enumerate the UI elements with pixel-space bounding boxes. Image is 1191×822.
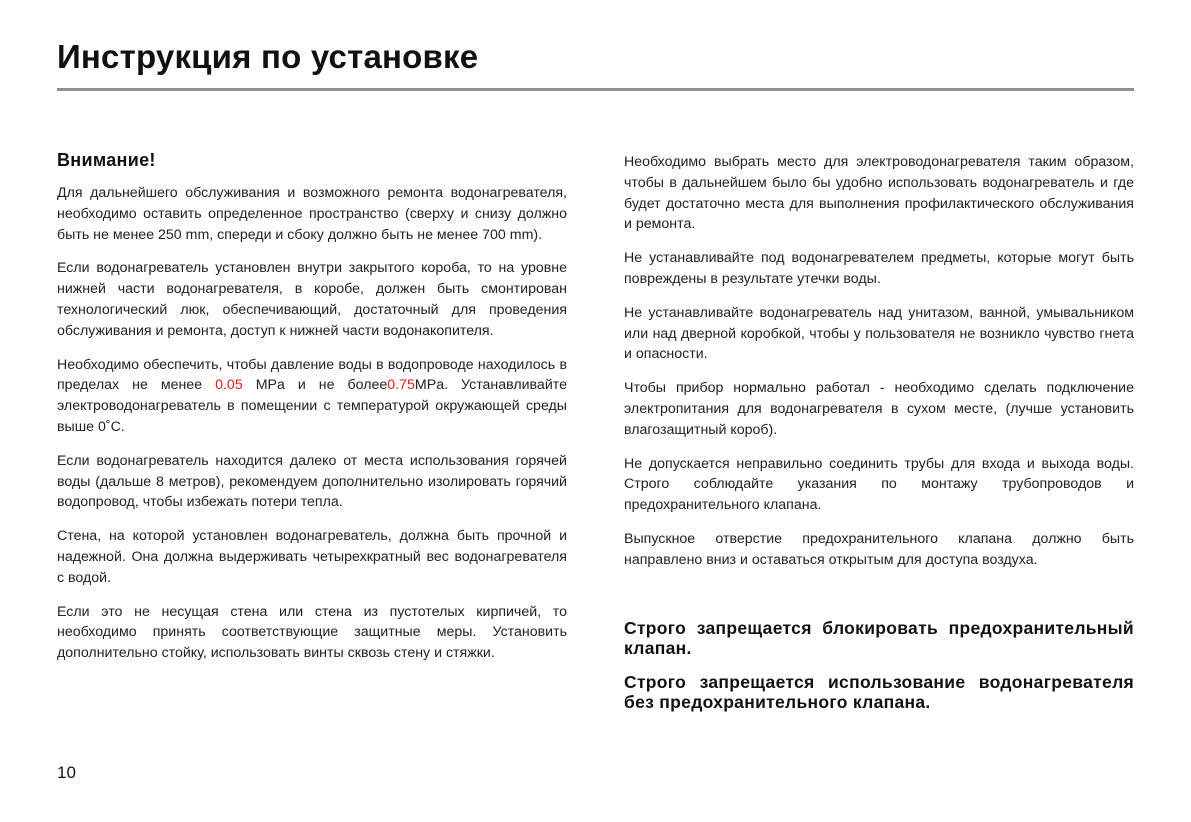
paragraph-placement: Не устанавливайте водонагреватель над унитазом, ванной, умывальником или над дверной коробкой, чтобы у пользователя не возникло чувство гнета и опасности. (624, 304, 1134, 363)
right-column (624, 152, 1134, 726)
pressure-max-value: 0.75 (387, 377, 415, 394)
spacer (624, 584, 1134, 618)
paragraph-wall-strength: Стена, на которой установлен водонагреватель, должна быть прочной и надежной. Она должна выдерживать четырехкратный вес водонагревателя с водой. (57, 528, 567, 586)
pressure-text-after: MPa. Устанавливайте электроводонагреватель в помещении с температурой окружающей среды выше 0˚C. (57, 377, 567, 435)
paragraph-service-hatch: Если водонагреватель установлен внутри закрытого короба, то на уровне нижней части водонагревателя, в коробе, должен быть смонтирован технологический люк, обеспечивающий, достаточный для проведения обслуживания и ремонта, доступ к нижней части водонакопителя. (57, 260, 567, 339)
paragraph-power-supply: Чтобы прибор нормально работал - необходимо сделать подключение электропитания для водонагревателя в сухом месте, (лучше установить влагозащитный короб). (624, 380, 1134, 438)
page-title: Инструкция по установке (57, 38, 479, 75)
paragraph-pipe-insulation: Если водонагреватель находится далеко от места использования горячей воды (дальше 8 метров), рекомендуем дополнительно изолировать горячий водопровод, чтобы избежать потери тепла. (57, 452, 567, 511)
warning-heading: Внимание! (57, 150, 156, 170)
pressure-min-value: 0.05 (215, 377, 243, 394)
paragraph-clearance: Для дальнейшего обслуживания и возможного ремонта водонагревателя, необходимо оставить определенное пространство (сверху и снизу должно быть не менее 250 mm, спереди и сбоку должно быть не менее 700 mm). (57, 185, 567, 243)
paragraph-location: Необходимо выбрать место для электроводонагревателя таким образом, чтобы в дальнейшем было бы удобно использовать водонагреватель и где будет достаточно места для выполнения профилактического обслуживания и ремонта. (624, 154, 1134, 233)
paragraph-leak-items: Не устанавливайте под водонагревателем предметы, которые могут быть повреждены в результате утечки воды. (624, 250, 1134, 287)
paragraph-pipe-connection: Не допускается неправильно соединить трубы для входа и выхода воды. Строго соблюдайте указания по монтажу трубопроводов и предохранительного клапана. (624, 455, 1134, 514)
paragraph-water-pressure (57, 355, 567, 438)
left-column (57, 150, 567, 677)
pressure-text-before: Необходимо обеспечить, чтобы давление воды в водопроводе находилось в пределах не менее (57, 356, 567, 394)
paragraph-wall-protection: Если это не несущая стена или стена из пустотелых кирпичей, то необходимо принять соответствующие защитные меры. Установить дополнительно стойку, использовать винты сквозь стену и стяжки. (57, 603, 567, 662)
page-number: 10 (57, 763, 76, 782)
title-divider (57, 88, 1134, 91)
warning-valve-blocking: Строго запрещается блокировать предохранительный клапан. (624, 617, 1134, 658)
paragraph-valve-outlet: Выпускное отверстие предохранительного клапана должно быть направлено вниз и оставаться открытым для доступа воздуха. (624, 530, 1134, 568)
pressure-text-middle: MPa и не более (242, 377, 388, 394)
warning-no-valve: Строго запрещается использование водонагревателя без предохранительного клапана. (624, 671, 1134, 712)
